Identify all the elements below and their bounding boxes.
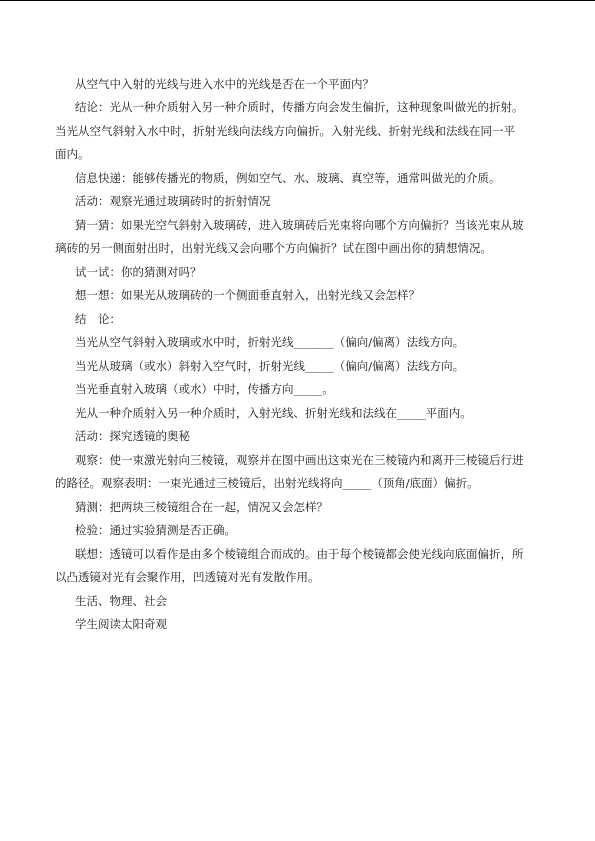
think-line: 想一想：如果光从玻璃砖的一个侧面垂直射入，出射光线又会怎样？ (75, 288, 420, 302)
guess-line: 猜测：把两块三棱镜组合在一起，情况又会怎样？ (75, 500, 328, 514)
fill-blank-line: 光从一种介质射入另一种介质时，入射光线、折射光线和法线在_____平面内。 (75, 406, 472, 420)
verify-line: 检验：通过实验猜测是否正确。 (75, 523, 236, 537)
header-rule (0, 0, 595, 1)
info-paragraph: 信息快递：能够传播光的物质，例如空气、水、玻璃、真空等，通常叫做光的介质。 (75, 171, 501, 185)
text-line: 从空气中入射的光线与进入水中的光线是否在一个平面内？ (75, 77, 374, 91)
reading-line: 学生阅读太阳奇观 (75, 617, 167, 631)
text-line: 面内。 (55, 147, 90, 161)
fill-blank-line: 当光垂直射入玻璃（或水）中时，传播方向_____。 (75, 382, 334, 396)
text-line: 的路径。观察表明：一束光通过三棱镜后，出射光线将向_____（顶角/底面）偏折。 (55, 476, 479, 490)
text-line: 以凸透镜对光有会聚作用，凹透镜对光有发散作用。 (55, 570, 320, 584)
conclusion-paragraph: 结论：光从一种介质射入另一种介质时，传播方向会发生偏折，这种现象叫做光的折射。 (75, 100, 524, 114)
text-line: 璃砖的另一侧面射出时，出射光线又会向哪个方向偏折？试在图中画出你的猜想情况。 (55, 241, 492, 255)
fill-blank-line: 当光从空气斜射入玻璃或水中时，折射光线_______（偏向/偏离）法线方向。 (75, 335, 465, 349)
observe-paragraph: 观察：使一束激光射向三棱镜，观察并在图中画出这束光在三棱镜内和离开三棱镜后行进 (75, 453, 524, 467)
section-heading: 生活、物理、社会 (75, 594, 167, 608)
activity-heading: 活动：观察光通过玻璃砖时的折射情况 (75, 194, 271, 208)
guess-paragraph: 猜一猜：如果光空气斜射入玻璃砖，进入玻璃砖后光束将向哪个方向偏折？当该光束从玻 (75, 218, 524, 232)
conclusion-label: 结 论： (75, 312, 121, 326)
try-line: 试一试：你的猜测对吗？ (75, 265, 202, 279)
text-line: 当光从空气斜射入水中时，折射光线向法线方向偏折。入射光线、折射光线和法线在同一平 (55, 124, 515, 138)
association-paragraph: 联想：透镜可以看作是由多个棱镜组合而成的。由于每个棱镜都会使光线向底面偏折，所 (75, 547, 524, 561)
fill-blank-line: 当光从玻璃（或水）斜射入空气时，折射光线_____（偏向/偏离）法线方向。 (75, 359, 465, 373)
activity-heading: 活动：探究透镜的奥秘 (75, 429, 190, 443)
